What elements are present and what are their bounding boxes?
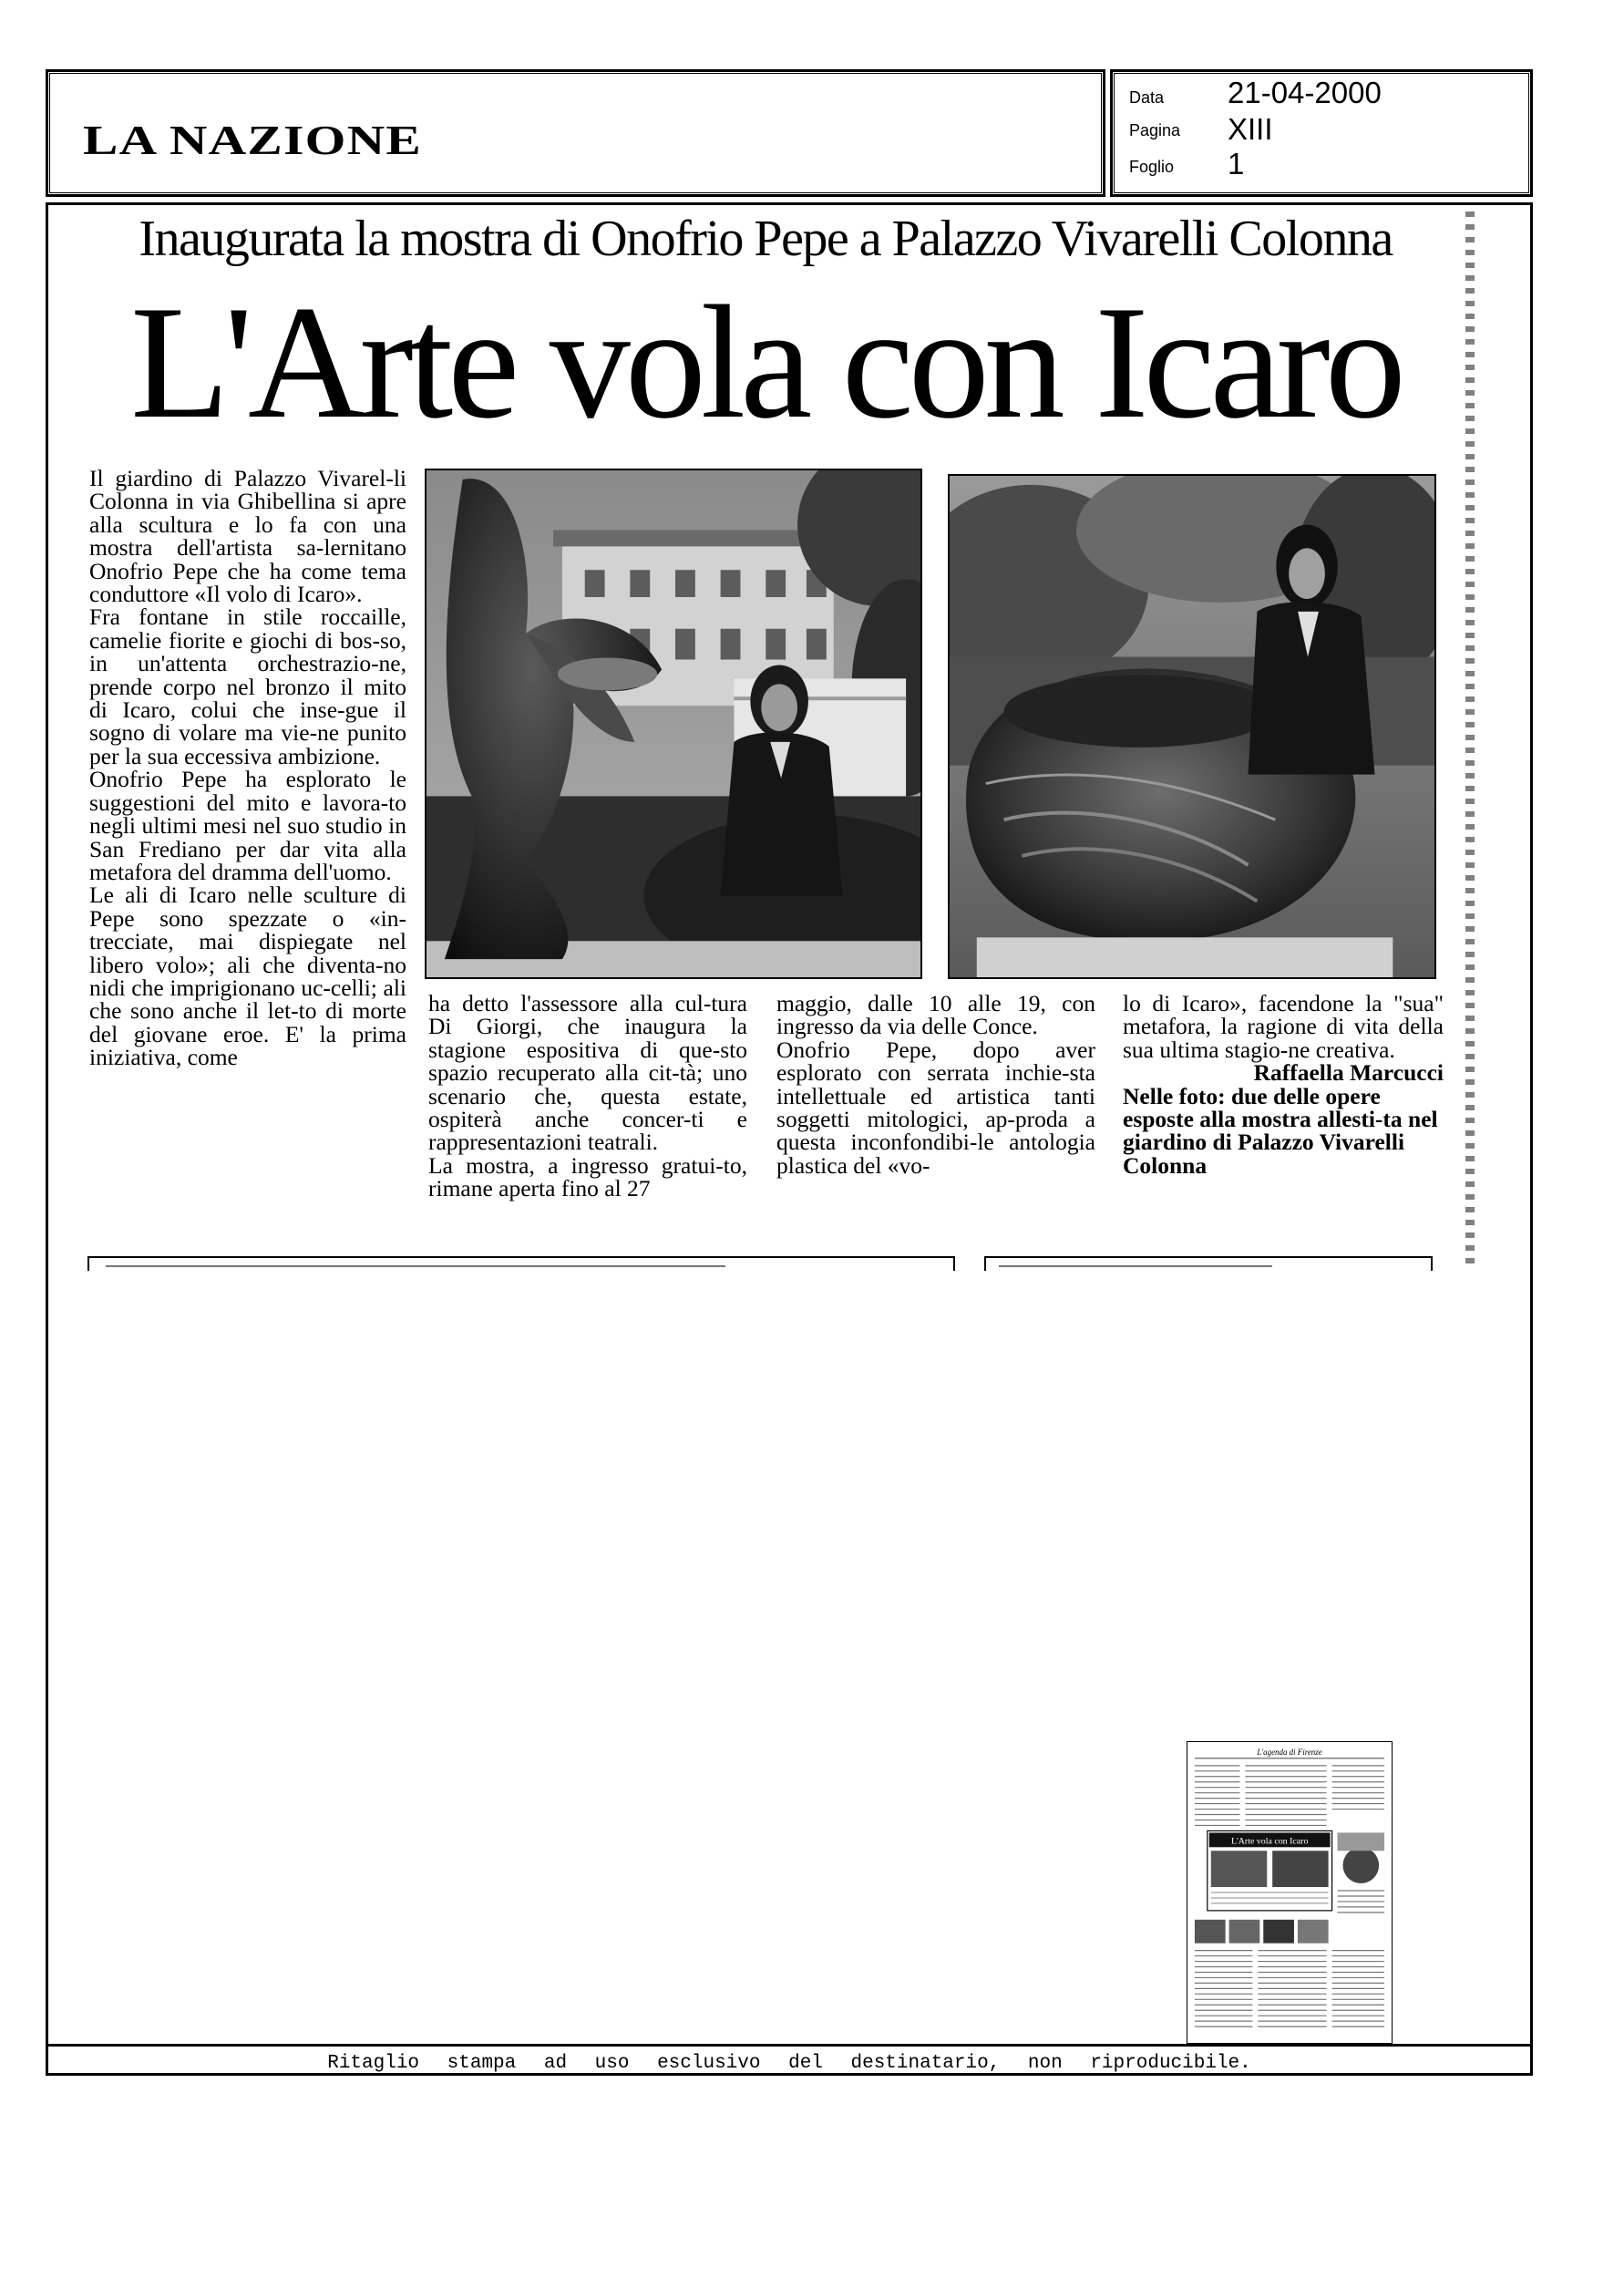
- rule-inner: [106, 1265, 725, 1267]
- article-headline: L'Arte vola con Icaro: [130, 272, 1401, 452]
- data-label: Data: [1129, 88, 1165, 107]
- thumbnail-section: L'agenda di Firenze: [1257, 1747, 1322, 1757]
- foglio-value: 1: [1228, 147, 1245, 180]
- paragraph: ha detto l'assessore alla cul-tura Di Giorgi, che inaugura la stagione espositiva di que-sto spazio recuperato alla cit-tà; uno scenario che, questa estate, ospiterà anche concer-ti e rappresentazioni teatrali.: [428, 990, 747, 1156]
- footer-rule: [46, 2044, 1533, 2047]
- page-thumbnail: [1187, 1741, 1393, 2044]
- clipping-rule-right: [984, 1256, 1433, 1273]
- text-column-2: [428, 992, 747, 1201]
- paragraph: Il giardino di Palazzo Vivarel-li Colonna in via Ghibellina si apre alla scultura e lo fa con una mostra dell'artista sa-lernitano Onofrio Pepe che ha come tema conduttore «Il volo di Icaro».: [89, 465, 406, 608]
- photo-sculpture-left: [425, 469, 922, 979]
- paragraph: lo di Icaro», facendone la "sua" metafora, la ragione di vita della sua ultima stagio-ne creativa.: [1123, 990, 1444, 1063]
- paragraph: Le ali di Icaro nelle sculture di Pepe sono spezzate o «in-trecciate, mai dispiegate nel libero volo»; ali che diventa-no nidi che imprigionano uc-celli; ali che sono anche il let-to di morte del giovane eroe. E' la prima iniziativa, come: [89, 882, 406, 1071]
- clipping-rule-left: [87, 1256, 955, 1273]
- paragraph: maggio, dalle 10 alle 19, con ingresso da via delle Conce.: [776, 990, 1095, 1040]
- byline: Raffaella Marcucci: [1253, 1059, 1444, 1087]
- rule-inner: [999, 1265, 1272, 1267]
- text-column-4: [1123, 992, 1444, 1177]
- metadata-box: [1110, 69, 1533, 197]
- data-value: 21-04-2000: [1228, 76, 1382, 109]
- paragraph: Onofrio Pepe ha esplorato le suggestioni del mito e lavora-to negli ultimi mesi nel suo studio in San Frediano per dar vita alla metafora del dramma dell'uomo.: [89, 766, 406, 885]
- thumbnail-headline: L'Arte vola con Icaro: [1230, 1836, 1309, 1847]
- footer-notice: Ritaglio stampa ad uso esclusivo del destinatario, non riproducibile.: [327, 2053, 1251, 2074]
- newspaper-masthead: LA NAZIONE: [83, 117, 422, 163]
- photo-caption: Nelle foto: due delle opere esposte alla mostra allesti-ta nel giardino di Palazzo Vivarelli Colonna: [1123, 1082, 1438, 1179]
- paragraph: Fra fontane in stile roccaille, camelie fiorite e giochi di bos-so, in un'attenta orchestrazio-ne, prende corpo nel bronzo il mito di Icaro, colui che inse-gue il sogno di volare ma vie-ne punito per la sua eccessiva ambizione.: [89, 603, 406, 769]
- paragraph: Onofrio Pepe, dopo aver esplorato con serrata inchie-sta intellettuale ed artistica tanti soggetti mitologici, ap-proda a questa inconfondibi-le antologia plastica del «vo-: [776, 1036, 1095, 1179]
- pagina-label: Pagina: [1129, 121, 1181, 139]
- text-column-3: [776, 992, 1095, 1177]
- text-column-1: [89, 467, 406, 1069]
- photo-sculpture-right: [948, 474, 1436, 979]
- foglio-label: Foglio: [1129, 158, 1175, 176]
- masthead-box: [46, 69, 1105, 197]
- article-kicker: Inaugurata la mostra di Onofrio Pepe a Palazzo Vivarelli Colonna: [139, 211, 1393, 267]
- paragraph: La mostra, a ingresso gratui-to, rimane aperta fino al 27: [428, 1151, 747, 1202]
- pagina-value: XIII: [1228, 112, 1273, 146]
